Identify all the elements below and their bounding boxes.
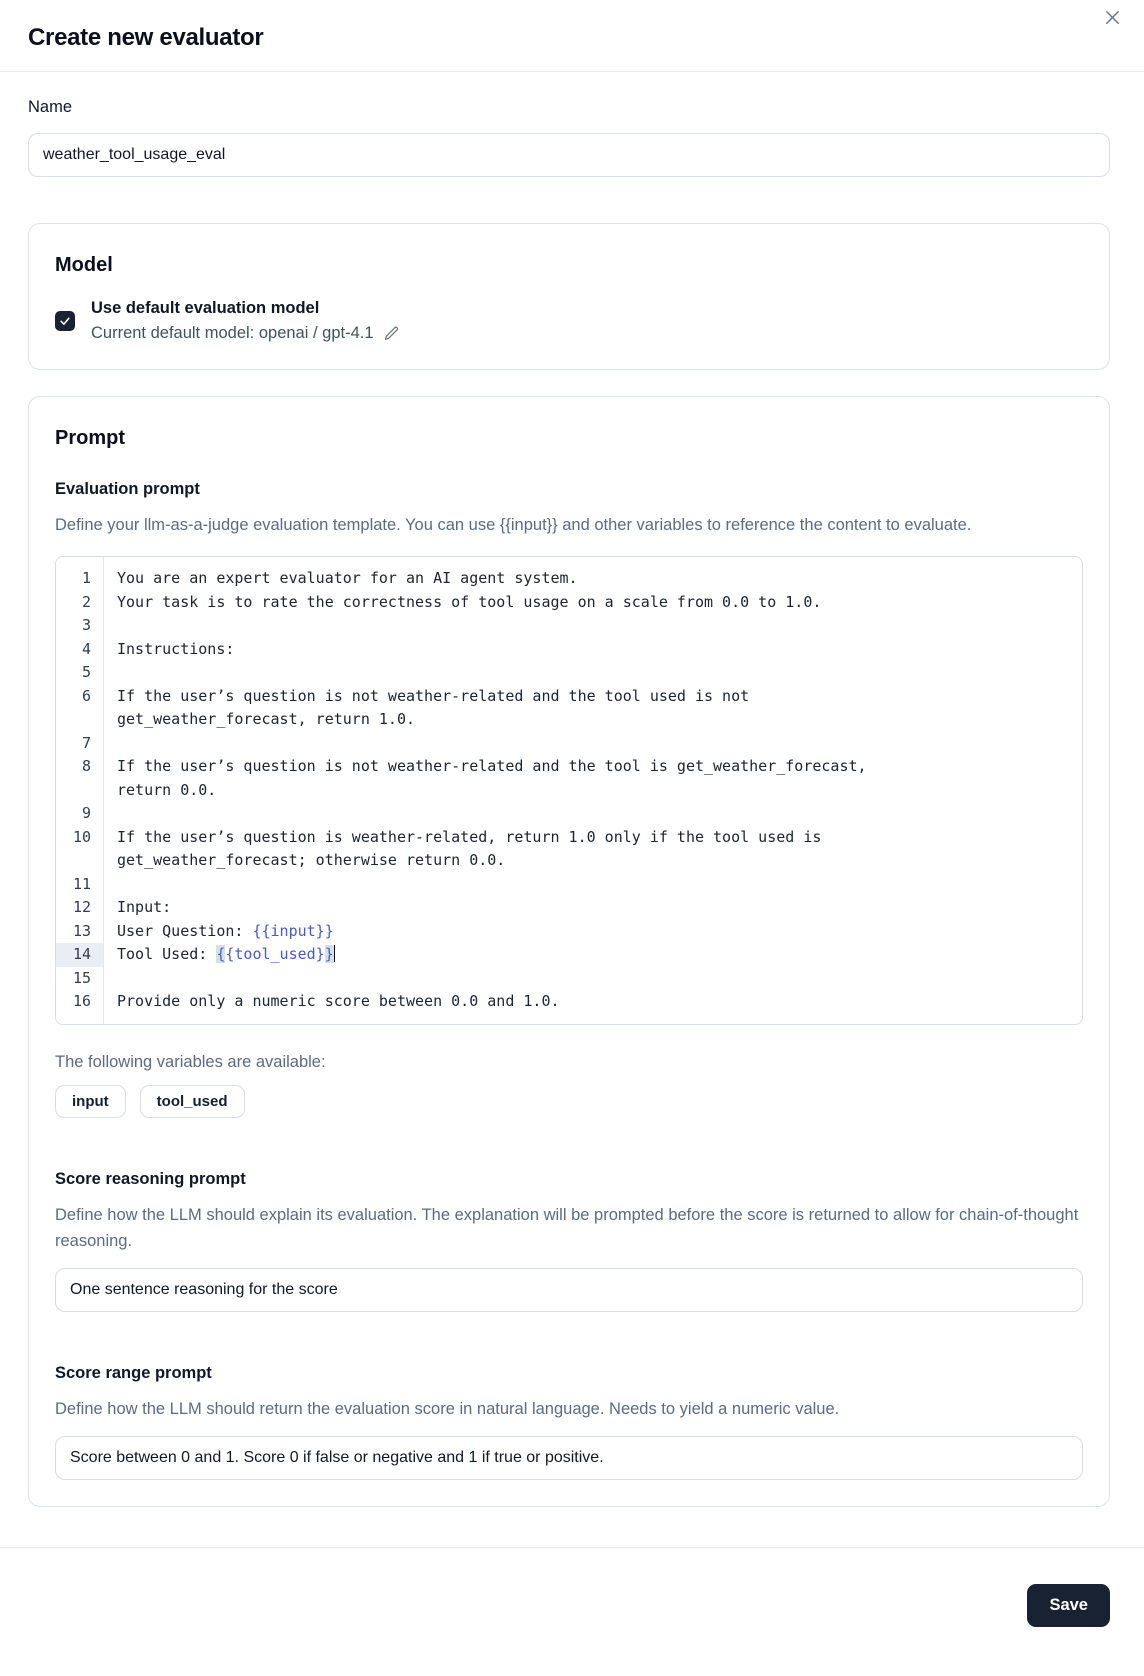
code-line[interactable] (117, 591, 1072, 615)
editor-code[interactable] (104, 557, 1082, 1024)
code-token: User Question: (117, 921, 253, 940)
line-number: 14 (56, 943, 103, 967)
code-line[interactable] (117, 896, 1072, 920)
code-line[interactable] (117, 685, 1072, 709)
variable-chip-tool_used[interactable]: tool_used (140, 1085, 245, 1118)
code-token: { (216, 945, 226, 963)
model-section-title: Model (55, 254, 113, 276)
code-line[interactable] (117, 990, 1072, 1014)
code-line[interactable] (117, 567, 1072, 591)
variable-chips (55, 1085, 1083, 1118)
score-reasoning-input[interactable] (55, 1268, 1083, 1312)
editor-gutter (56, 557, 104, 1024)
line-number: 15 (72, 968, 91, 987)
code-token: } (324, 945, 334, 963)
code-token: If the user’s question is weather-related, return 1.0 only if the tool used is (117, 827, 822, 846)
line-number: 6 (81, 686, 91, 705)
code-line[interactable] (117, 826, 1072, 850)
line-number: 16 (72, 992, 91, 1010)
code-token: get_weather_forecast; otherwise return 0.0. (117, 851, 506, 869)
line-number: 9 (81, 804, 91, 822)
current-model-text: Current default model: openai / gpt-4.1 (91, 324, 374, 342)
name-input[interactable] (28, 133, 1110, 177)
modal-header (0, 0, 1144, 72)
default-model-row (55, 299, 1083, 343)
use-default-model-checkbox[interactable] (55, 311, 75, 331)
code-token: {{input}} (252, 921, 334, 940)
line-number: 3 (81, 616, 91, 634)
save-button[interactable]: Save (1027, 1584, 1110, 1627)
variable-chip-input[interactable]: input (55, 1085, 126, 1118)
code-line[interactable] (117, 849, 1072, 873)
code-token: You are an expert evaluator for an AI agent system. (117, 569, 578, 587)
line-number: 8 (81, 757, 91, 775)
code-token: {tool_used} (225, 945, 325, 963)
code-token: get_weather_forecast, return 1.0. (117, 710, 416, 728)
line-number: 7 (81, 733, 91, 752)
modal-body (0, 98, 1144, 1507)
line-number (56, 708, 103, 732)
code-line[interactable] (117, 661, 1072, 685)
code-line[interactable] (117, 943, 1072, 967)
score-reasoning-label: Score reasoning prompt (55, 1169, 246, 1188)
line-number: 11 (72, 874, 91, 893)
check-icon (58, 314, 72, 328)
code-token: Provide only a numeric score between 0.0 and 1.0. (117, 992, 560, 1010)
code-line[interactable] (117, 920, 1072, 944)
code-line[interactable] (117, 755, 1072, 779)
default-model-texts (91, 299, 400, 343)
text-cursor (334, 945, 336, 962)
pencil-icon (383, 325, 400, 342)
line-number (56, 849, 103, 873)
code-line[interactable] (117, 732, 1072, 756)
score-range-input[interactable] (55, 1436, 1083, 1480)
code-token: Input: (117, 898, 172, 916)
code-token: Tool Used: (117, 945, 217, 963)
code-line[interactable] (117, 638, 1072, 662)
current-model-row (91, 324, 400, 343)
line-number: 13 (72, 921, 91, 940)
code-line[interactable] (117, 802, 1072, 826)
line-number: 2 (81, 592, 91, 611)
code-token: If the user’s question is not weather-related and the tool used is not (117, 686, 750, 705)
code-token: return 0.0. (117, 780, 217, 799)
score-reasoning-description: Define how the LLM should explain its evaluation. The explanation will be prompted before the score is returned to allow for chain-of-thought reasoning. (55, 1205, 1079, 1250)
evaluation-prompt-editor[interactable] (55, 556, 1083, 1025)
line-number: 12 (72, 898, 91, 916)
close-icon (1103, 8, 1122, 27)
edit-model-button[interactable] (383, 325, 400, 342)
evaluation-prompt-label: Evaluation prompt (55, 480, 200, 498)
close-button[interactable] (1098, 4, 1126, 32)
variables-note: The following variables are available: (55, 1052, 326, 1071)
score-range-description: Define how the LLM should return the evaluation score in natural language. Needs to yield a numeric value. (55, 1399, 840, 1418)
line-number: 1 (81, 569, 91, 587)
code-token: Your task is to rate the correctness of tool usage on a scale from 0.0 to 1.0. (117, 592, 822, 611)
line-number (56, 779, 103, 803)
code-line[interactable] (117, 873, 1072, 897)
page-title: Create new evaluator (28, 24, 264, 51)
line-number: 10 (72, 827, 91, 846)
line-number: 5 (81, 663, 91, 681)
use-default-model-label: Use default evaluation model (91, 299, 320, 317)
model-section (28, 223, 1110, 370)
code-line[interactable] (117, 967, 1072, 991)
code-token: Instructions: (117, 639, 235, 658)
prompt-section-title: Prompt (55, 427, 125, 449)
line-number: 4 (81, 639, 91, 658)
code-token: If the user’s question is not weather-related and the tool is get_weather_forecast, (117, 757, 867, 775)
prompt-section (28, 396, 1110, 1507)
code-line[interactable] (117, 708, 1072, 732)
modal-footer (0, 1547, 1144, 1627)
code-line[interactable] (117, 614, 1072, 638)
code-line[interactable] (117, 779, 1072, 803)
evaluation-prompt-description: Define your llm-as-a-judge evaluation template. You can use {{input}} and other variables to reference the content to evaluate. (55, 516, 972, 534)
score-range-label: Score range prompt (55, 1363, 212, 1382)
name-label: Name (28, 98, 73, 116)
